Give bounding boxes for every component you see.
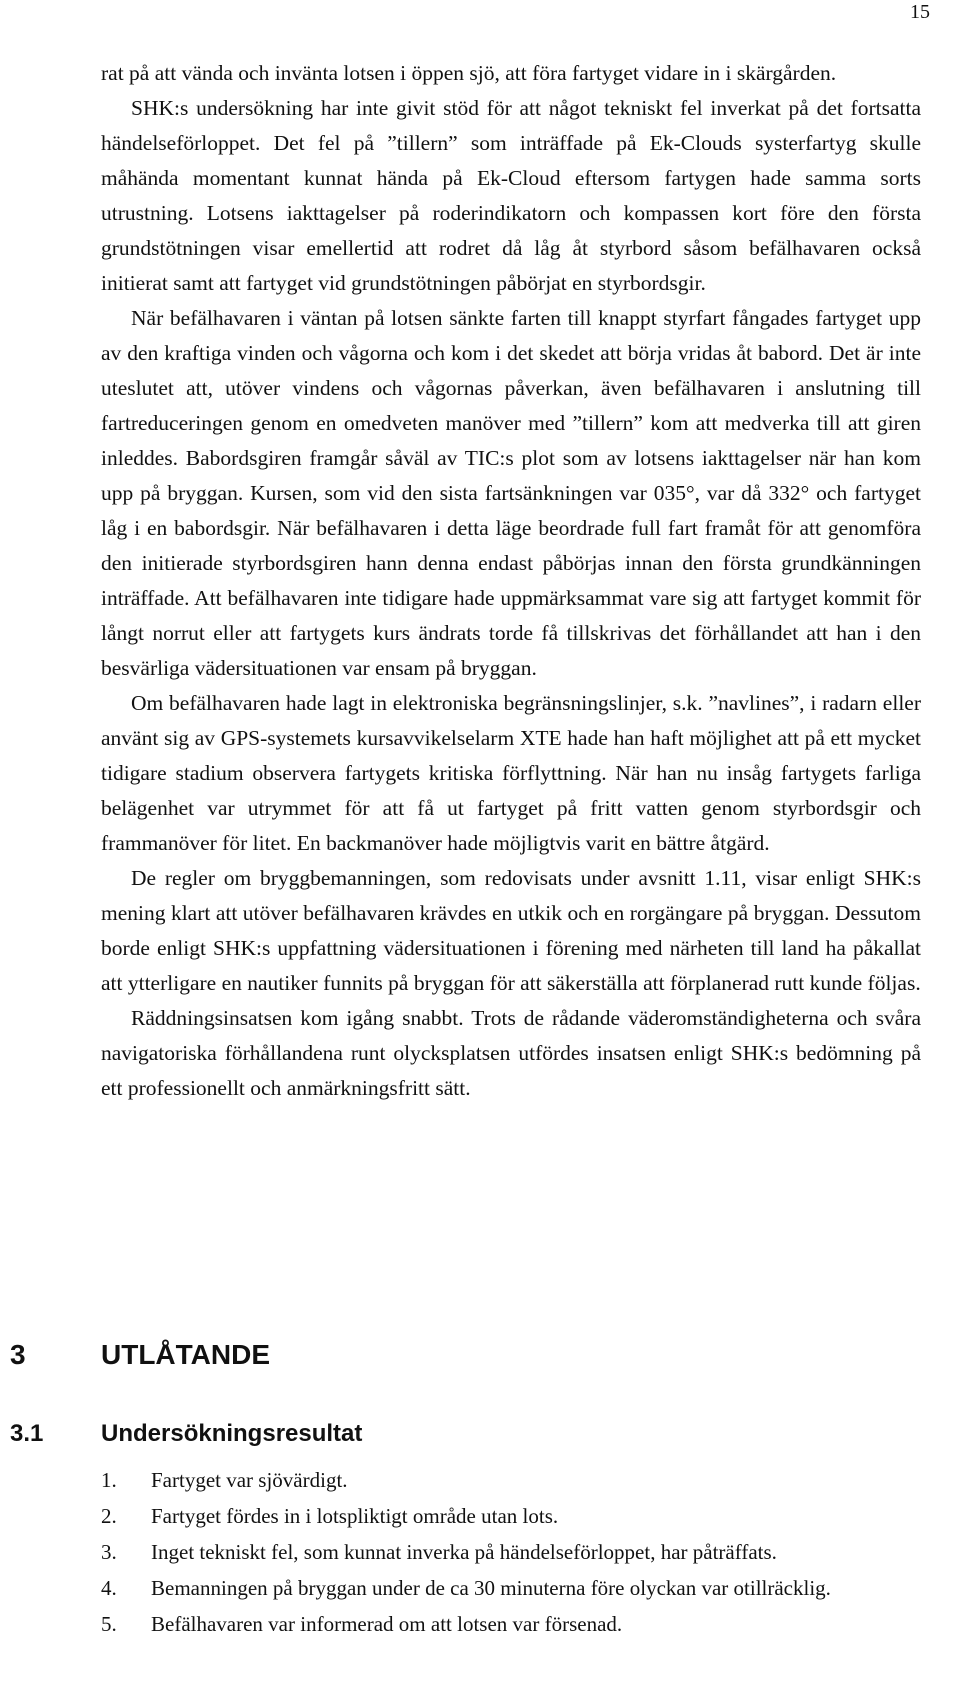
- list-item: [101, 1610, 921, 1638]
- list-item-number: 1.: [101, 1468, 117, 1492]
- list-item-text: Fartyget var sjövärdigt.: [151, 1468, 348, 1492]
- section-heading: [10, 1338, 270, 1372]
- body-text: [101, 56, 921, 1106]
- list-item-number: 3.: [101, 1540, 117, 1564]
- paragraph: När befälhavaren i väntan på lotsen sänkte farten till knappt styrfart fångades fartyget upp av den kraftiga vinden och vågorna och kom i det skedet att börja vridas åt babord. Det är inte uteslutet att, utöver vindens och vågornas påverkan, även befälhavaren i anslutning till fartreduceringen genom en omedveten manöver med ”tillern” kom att medverka till att giren inleddes. Babordsgiren framgår såväl av TIC:s plot som av lotsens iakttagelser när han kom upp på bryggan. Kursen, som vid den sista fartsänkningen var 035°, var då 332° och fartyget låg i en babordsgir. När befälhavaren i detta läge beordrade full fart framåt för att genomföra den initierade styrbordsgiren hann denna endast påbörjas innan den första grundkänningen inträffade. Att befälhavaren inte tidigare hade uppmärksammat vare sig att fartyget kommit för långt norrut eller att fartygets kurs ändrats torde få tillskrivas det förhållandet att han i den besvärliga vädersituationen var ensam på bryggan.: [101, 306, 921, 680]
- paragraph: SHK:s undersökning har inte givit stöd för att något tekniskt fel inverkat på det fortsatta händelseförloppet. Det fel på ”tillern” som inträffade på Ek-Clouds systerfartyg skulle måhända momentant kunnat hända på Ek-Cloud eftersom fartygen hade samma sorts utrustning. Lotsens iakttagelser på roderindikatorn och kompassen kort före den första grundstötningen visar emellertid att rodret då låg åt styrbord såsom befälhavaren också initierat samt att fartyget vid grundstötningen påbörjat en styrbordsgir.: [101, 96, 921, 295]
- page-number: 15: [910, 1, 930, 23]
- section-title: UTLÅTANDE: [101, 1339, 271, 1370]
- list-item: [101, 1502, 921, 1530]
- list-item-text: Bemanningen på bryggan under de ca 30 minuterna före olyckan var otillräcklig.: [151, 1576, 831, 1600]
- list-item-number: 4.: [101, 1576, 117, 1600]
- list-item-text: Befälhavaren var informerad om att lotsen var försenad.: [151, 1612, 623, 1636]
- list-item: [101, 1466, 921, 1494]
- subsection-title: Undersökningsresultat: [101, 1420, 363, 1447]
- list-item-number: 2.: [101, 1504, 117, 1528]
- subsection-heading: [10, 1419, 362, 1449]
- list-item-number: 5.: [101, 1612, 117, 1636]
- list-item: [101, 1574, 921, 1602]
- list-item-text: Inget tekniskt fel, som kunnat inverka på händelseförloppet, har påträffats.: [151, 1540, 777, 1564]
- list-item-text: Fartyget fördes in i lotspliktigt område utan lots.: [151, 1504, 559, 1528]
- section-number: 3: [10, 1339, 26, 1370]
- paragraph: Räddningsinsatsen kom igång snabbt. Trots de rådande väderomständigheterna och svåra navigatoriska förhållandena runt olycksplatsen utfördes insatsen enligt SHK:s bedömning på ett professionellt och anmärkningsfritt sätt.: [101, 1006, 921, 1100]
- paragraph: rat på att vända och invänta lotsen i öppen sjö, att föra fartyget vidare in i skärgården.: [101, 61, 837, 85]
- subsection-number: 3.1: [10, 1420, 44, 1447]
- paragraph: Om befälhavaren hade lagt in elektroniska begränsningslinjer, s.k. ”navlines”, i radarn eller använt sig av GPS-systemets kursavvikelselarm XTE hade han haft möjlighet att på ett mycket tidigare stadium observera fartygets kritiska förflyttning. När han nu insåg fartygets farliga belägenhet var utrymmet för att få ut fartyget på fritt vatten genom styrbordsgir och frammanöver för litet. En backmanöver hade möjligtvis varit en bättre åtgärd.: [101, 691, 921, 855]
- results-list: [101, 1466, 921, 1646]
- list-item: [101, 1538, 921, 1566]
- paragraph: De regler om bryggbemanningen, som redovisats under avsnitt 1.11, visar enligt SHK:s mening klart att utöver befälhavaren krävdes en utkik och en rorgängare på bryggan. Dessutom borde enligt SHK:s uppfattning vädersituationen i förening med närheten till land ha påkallat att ytterligare en nautiker funnits på bryggan för att säkerställa att förplanerad rutt kunde följas.: [101, 866, 921, 995]
